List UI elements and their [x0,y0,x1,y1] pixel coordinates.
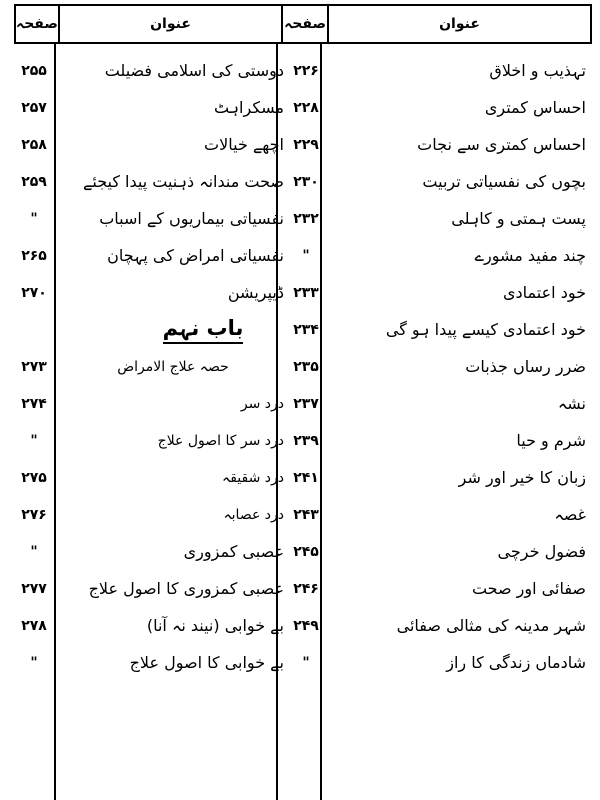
entry-page: " [30,543,38,560]
entry-page: ۲۴۵ [293,543,319,560]
entry-page: ۲۵۹ [21,173,47,190]
toc-row [0,52,600,89]
entry-page: ۲۷۵ [21,469,47,486]
entry-title: خود اعتمادی کیسے پیدا ہو گی [385,320,586,339]
entry-title: درد سر [240,395,284,412]
entry-title: حصہ علاج الامراض [117,358,229,375]
entry-title: شادماں زندگی کا راز [446,653,586,672]
entry-page: ۲۷۷ [21,580,47,597]
entry-title: درد عصابہ [223,506,284,523]
entry-page: ۲۴۱ [293,469,319,486]
toc-row [0,274,600,311]
toc-rows [0,52,600,681]
entry-page: ۲۳۰ [293,173,319,190]
toc-row [0,570,600,607]
toc-row [0,237,600,274]
toc-row [0,163,600,200]
header-title-left: عنوان [150,16,191,32]
entry-title: بے خوابی (نیند نہ آنا) [146,616,284,635]
entry-title: خود اعتمادی [503,283,586,302]
entry-page: ۲۴۹ [293,617,319,634]
entry-title: نشہ [557,394,586,413]
toc-row [0,126,600,163]
entry-page: ۲۴۳ [293,506,319,523]
entry-title: اچھے خیالات [204,135,284,154]
entry-page: ۲۳۵ [293,358,319,375]
entry-page: ۲۵۵ [21,62,47,79]
toc-row [0,348,600,385]
entry-title: زبان کا خیر اور شر [458,468,586,487]
entry-title: صفائی اور صحت [471,579,586,598]
entry-title: نفسیاتی بیماریوں کے اسباب [99,209,284,228]
entry-page: " [30,654,38,671]
entry-page: " [30,432,38,449]
entry-page: ۲۲۸ [293,99,319,116]
entry-title: فضول خرچی [497,542,586,561]
entry-title: پست ہمتی و کاہلی [451,209,586,228]
entry-page: ۲۵۷ [21,99,47,116]
toc-row [0,385,600,422]
entry-title: احساس کمتری [484,98,586,117]
chapter-heading-cell [62,311,284,348]
entry-title: عصبی کمزوری کا اصول علاج [88,579,284,598]
entry-title: نفسیاتی امراض کی پہچان [107,246,284,265]
toc-row [0,200,600,237]
entry-title: تہذیب و اخلاق [489,61,586,80]
entry-page: " [30,210,38,227]
entry-title: غصہ [554,505,586,524]
entry-title: بے خوابی کا اصول علاج [129,653,284,672]
header-title-right: عنوان [439,16,480,32]
entry-title: ضرر رساں جذبات [465,357,586,376]
entry-page: ۲۳۷ [293,395,319,412]
entry-page: " [302,247,310,264]
header-page-left: صفحہ [16,6,60,42]
entry-title: احساس کمتری سے نجات [417,135,586,154]
toc-row [0,311,600,348]
toc-row [0,422,600,459]
entry-page [8,311,60,348]
entry-page: ۲۲۹ [293,136,319,153]
toc-row [0,496,600,533]
entry-page: ۲۲۶ [293,62,319,79]
entry-title: درد سر کا اصول علاج [157,432,284,449]
header-page-right: صفحہ [281,6,329,42]
entry-page: " [302,654,310,671]
entry-title: ڈیپریشن [227,283,284,302]
entry-title: درد شقیقہ [221,469,284,486]
entry-page: ۲۳۹ [293,432,319,449]
toc-row [0,89,600,126]
entry-page: ۲۷۸ [21,617,47,634]
entry-title: مسکراہٹ [213,98,284,117]
entry-page: ۲۷۰ [21,284,47,301]
entry-title: چند مفید مشورے [474,246,586,265]
entry-title: بچوں کی نفسیاتی تربیت [422,172,586,191]
entry-title: شرم و حیا [516,431,586,450]
toc-row [0,459,600,496]
entry-title: عصبی کمزوری [183,542,284,561]
table-header [14,4,592,44]
entry-page: ۲۴۶ [293,580,319,597]
chapter-heading: باب نہم [163,316,244,344]
toc-row [0,533,600,570]
toc-row [0,607,600,644]
entry-page: ۲۶۵ [21,247,47,264]
entry-page: ۲۷۳ [21,358,47,375]
entry-page: ۲۳۴ [293,321,319,338]
entry-title: دوستی کی اسلامی فضیلت [104,61,284,80]
entry-page: ۲۳۳ [293,284,319,301]
entry-page: ۲۵۸ [21,136,47,153]
entry-title: صحت مندانہ ذہنیت پیدا کیجئے [82,172,284,191]
entry-page: ۲۳۲ [293,210,319,227]
entry-page: ۲۷۶ [21,506,47,523]
toc-row [0,644,600,681]
entry-page: ۲۷۴ [21,395,47,412]
entry-title: شہر مدینہ کی مثالی صفائی [396,616,586,635]
